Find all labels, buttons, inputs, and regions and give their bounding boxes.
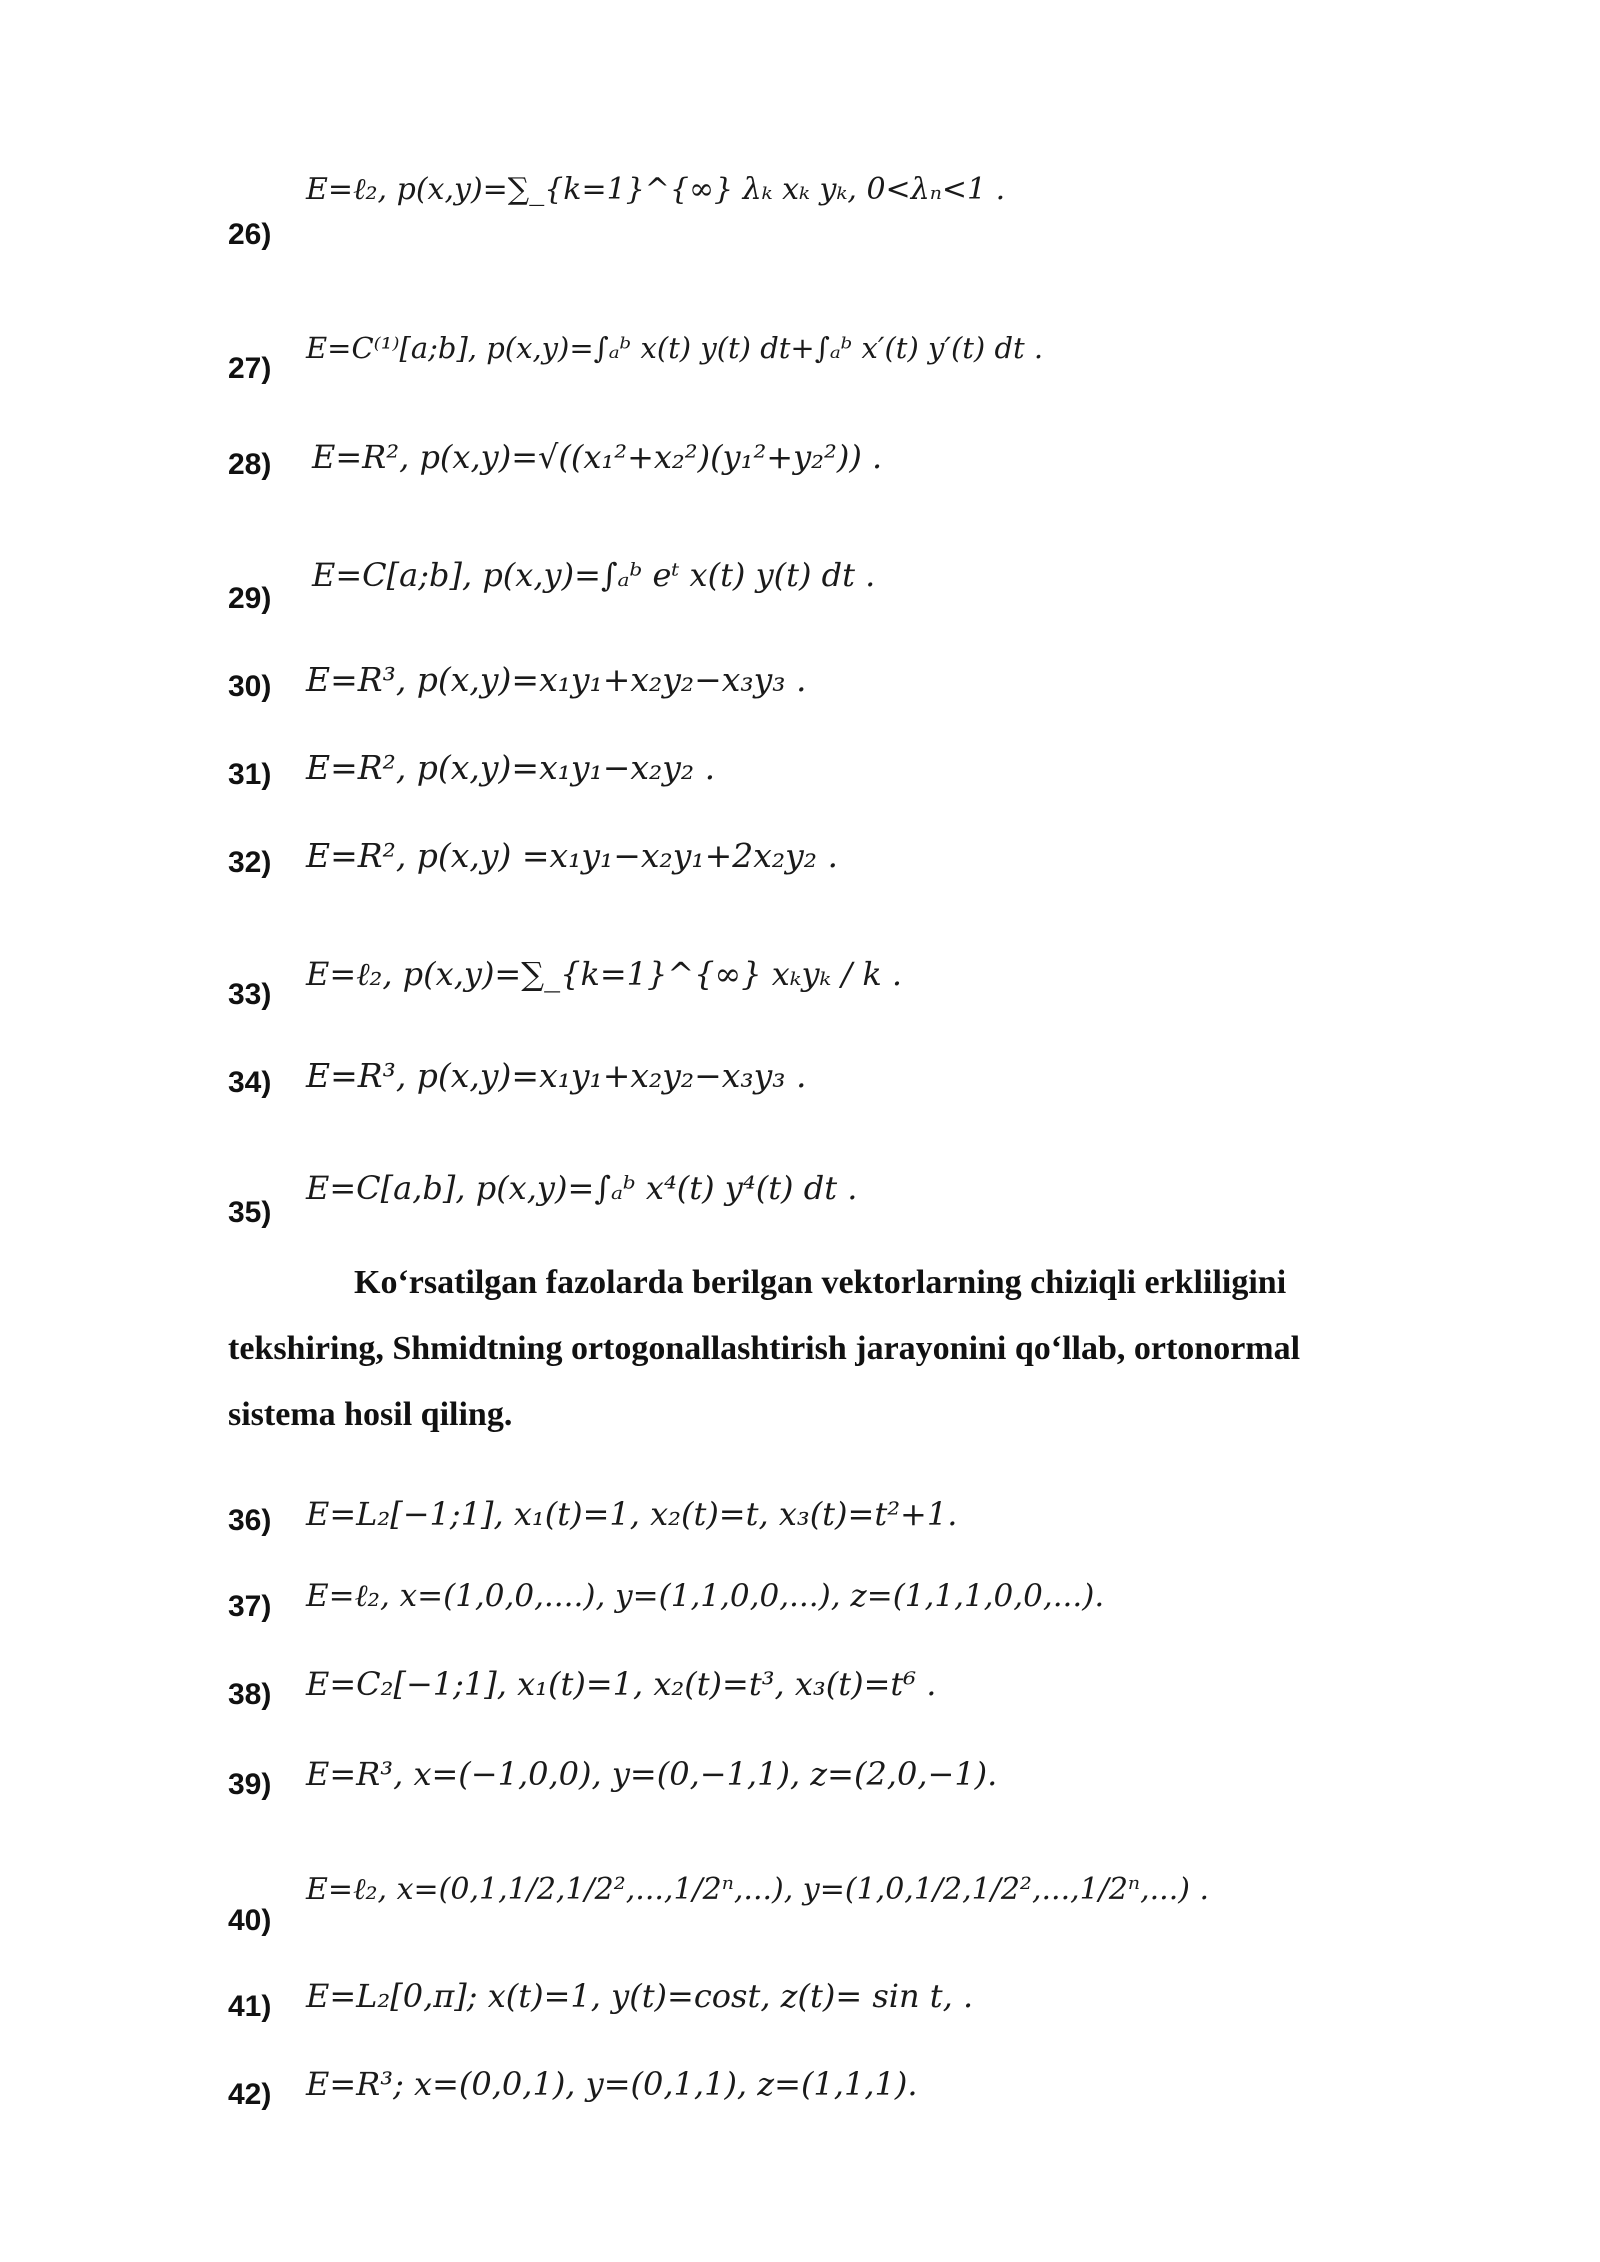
formula: E=ℓ₂, x=(1,0,0,....), y=(1,1,0,0,...), z=(1,1,1,0,0,...). bbox=[306, 1578, 1105, 1614]
problem-number: 41) bbox=[228, 1990, 272, 2023]
problem-number: 26) bbox=[228, 218, 272, 251]
formula: E=C[a,b], p(x,y)=∫ₐᵇ x⁴(t) y⁴(t) dt . bbox=[306, 1169, 858, 1207]
problem-number: 36) bbox=[228, 1504, 272, 1537]
formula: E=C[a;b], p(x,y)=∫ₐᵇ eᵗ x(t) y(t) dt . bbox=[312, 556, 876, 594]
problem-number: 29) bbox=[228, 582, 272, 615]
formula: E=R², p(x,y) =x₁y₁−x₂y₁+2x₂y₂ . bbox=[306, 836, 838, 875]
instruction-paragraph bbox=[228, 1250, 1486, 1448]
instruction-line: tekshiring, Shmidtning ortogonallashtirish jarayonini qo‘llab, ortonormal bbox=[228, 1330, 1301, 1367]
formula: E=C⁽¹⁾[a;b], p(x,y)=∫ₐᵇ x(t) y(t) dt+∫ₐᵇ x′(t) y′(t) dt . bbox=[306, 331, 1044, 365]
problem-number: 37) bbox=[228, 1590, 272, 1623]
instruction-line: Ko‘rsatilgan fazolarda berilgan vektorlarning chiziqli erkliligini bbox=[354, 1264, 1287, 1301]
formula: E=L₂[−1;1], x₁(t)=1, x₂(t)=t, x₃(t)=t²+1. bbox=[306, 1495, 958, 1533]
formula: E=L₂[0,π]; x(t)=1, y(t)=cost, z(t)= sin t, . bbox=[306, 1977, 974, 2015]
formula: E=C₂[−1;1], x₁(t)=1, x₂(t)=t³, x₃(t)=t⁶ . bbox=[306, 1665, 937, 1703]
instruction-line: sistema hosil qiling. bbox=[228, 1396, 513, 1433]
formula: E=ℓ₂, p(x,y)=∑_{k=1}^{∞} λₖ xₖ yₖ, 0<λₙ<1 . bbox=[306, 172, 1006, 207]
problem-number: 34) bbox=[228, 1066, 272, 1099]
problem-number: 35) bbox=[228, 1196, 272, 1229]
problem-number: 28) bbox=[228, 448, 272, 481]
problem-number: 31) bbox=[228, 758, 272, 791]
problem-number: 39) bbox=[228, 1768, 272, 1801]
formula: E=ℓ₂, p(x,y)=∑_{k=1}^{∞} xₖyₖ / k . bbox=[306, 955, 903, 993]
problem-number: 30) bbox=[228, 670, 272, 703]
formula: E=R³, p(x,y)=x₁y₁+x₂y₂−x₃y₃ . bbox=[306, 660, 807, 699]
problem-number: 27) bbox=[228, 352, 272, 385]
formula: E=ℓ₂, x=(0,1,1/2,1/2²,...,1/2ⁿ,...), y=(1,0,1/2,1/2²,...,1/2ⁿ,...) . bbox=[306, 1872, 1210, 1907]
formula: E=R³, x=(−1,0,0), y=(0,−1,1), z=(2,0,−1). bbox=[306, 1755, 998, 1793]
formula: E=R², p(x,y)=√((x₁²+x₂²)(y₁²+y₂²)) . bbox=[312, 438, 883, 476]
formula: E=R³, p(x,y)=x₁y₁+x₂y₂−x₃y₃ . bbox=[306, 1056, 807, 1095]
formula: E=R³; x=(0,0,1), y=(0,1,1), z=(1,1,1). bbox=[306, 2065, 918, 2103]
problem-number: 33) bbox=[228, 978, 272, 1011]
problem-number: 40) bbox=[228, 1904, 272, 1937]
problem-number: 42) bbox=[228, 2078, 272, 2111]
problem-number: 38) bbox=[228, 1678, 272, 1711]
formula: E=R², p(x,y)=x₁y₁−x₂y₂ . bbox=[306, 748, 716, 787]
problem-number: 32) bbox=[228, 846, 272, 879]
